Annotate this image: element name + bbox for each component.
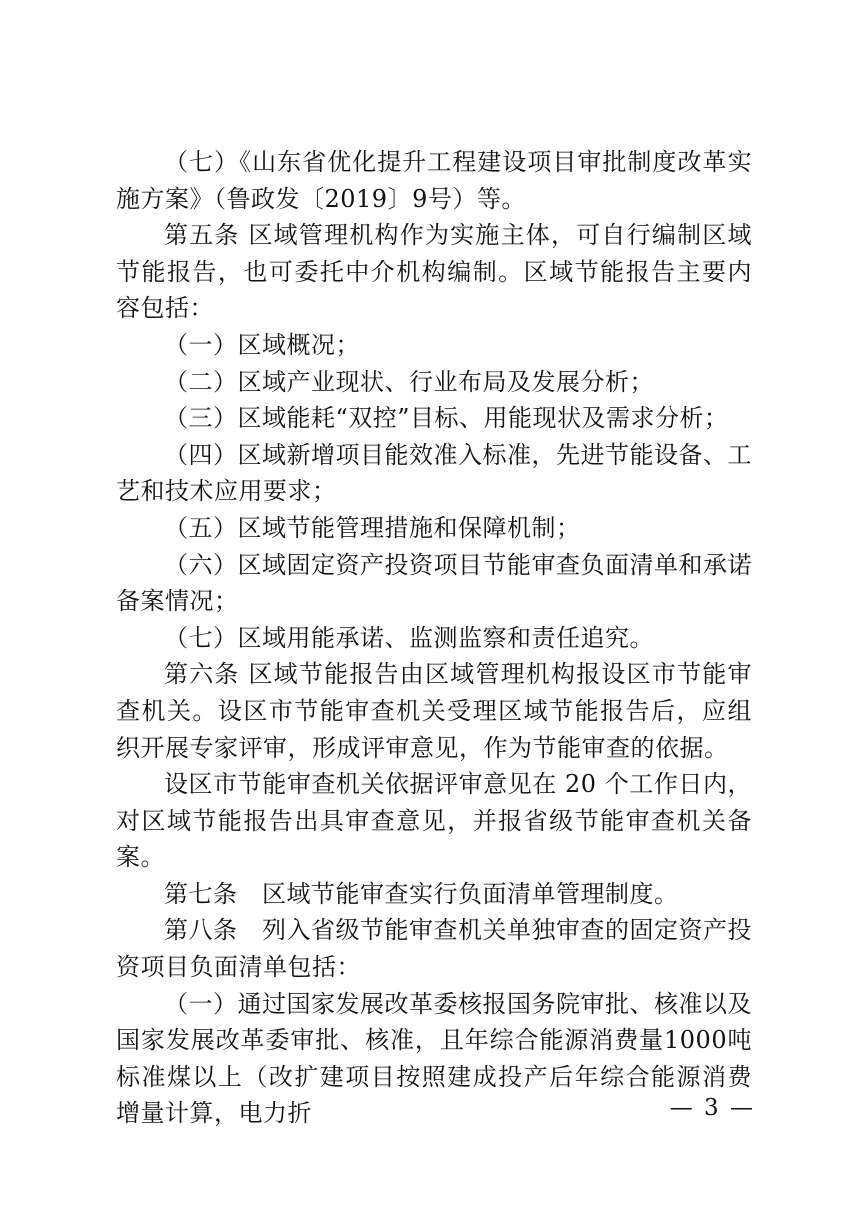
paragraph-item-7-regulation: （七）《山东省优化提升工程建设项目审批制度改革实施方案》（鲁政发〔2019〕9号）等。: [116, 148, 752, 213]
paragraph-item-7-commitment: （七）区域用能承诺、监测监察和责任追究。: [164, 623, 654, 652]
paragraph-item-2-industry: （二）区域产业现状、行业布局及发展分析；: [164, 367, 654, 396]
paragraph-item-1-national-approval: （一）通过国家发展改革委核报国务院审批、核准以及国家发展改革委审批、核准，且年综合能源消费量1000吨标准煤以上（改扩建项目按照建成投产后年综合能源消费增量计算，电力折: [116, 989, 752, 1128]
paragraph-item-4-efficiency-standards: （四）区域新增项目能效准入标准，先进节能设备、工艺和技术应用要求；: [116, 440, 752, 506]
paragraph-item-6-negative-list: （六）区域固定资产投资项目节能审查负面清单和承诺备案情况；: [116, 550, 752, 616]
paragraph-article-7: 第七条 区域节能审查实行负面清单管理制度。: [164, 879, 679, 908]
paragraph-review-opinion: 设区市节能审查机关依据评审意见在 20 个工作日内，对区域节能报告出具审查意见，并报省级节能审查机关备案。: [116, 770, 752, 872]
paragraph-item-5-management: （五）区域节能管理措施和保障机制；: [164, 513, 581, 542]
document-body: [116, 144, 752, 1132]
paragraph-item-3-energy-targets: （三）区域能耗“双控”目标、用能现状及需求分析；: [164, 404, 729, 433]
page-number: — 3 —: [669, 1095, 755, 1121]
paragraph-article-6: 第六条 区域节能报告由区域管理机构报设区市节能审查机关。设区市节能审查机关受理区域节能报告后，应组织开展专家评审，形成评审意见，作为节能审查的依据。: [116, 660, 752, 762]
paragraph-item-1-overview: （一）区域概况；: [164, 330, 360, 359]
paragraph-article-8: 第八条 列入省级节能审查机关单独审查的固定资产投资项目负面清单包括：: [116, 916, 752, 982]
paragraph-article-5: 第五条 区域管理机构作为实施主体，可自行编制区域节能报告，也可委托中介机构编制。区域节能报告主要内容包括：: [116, 221, 752, 323]
